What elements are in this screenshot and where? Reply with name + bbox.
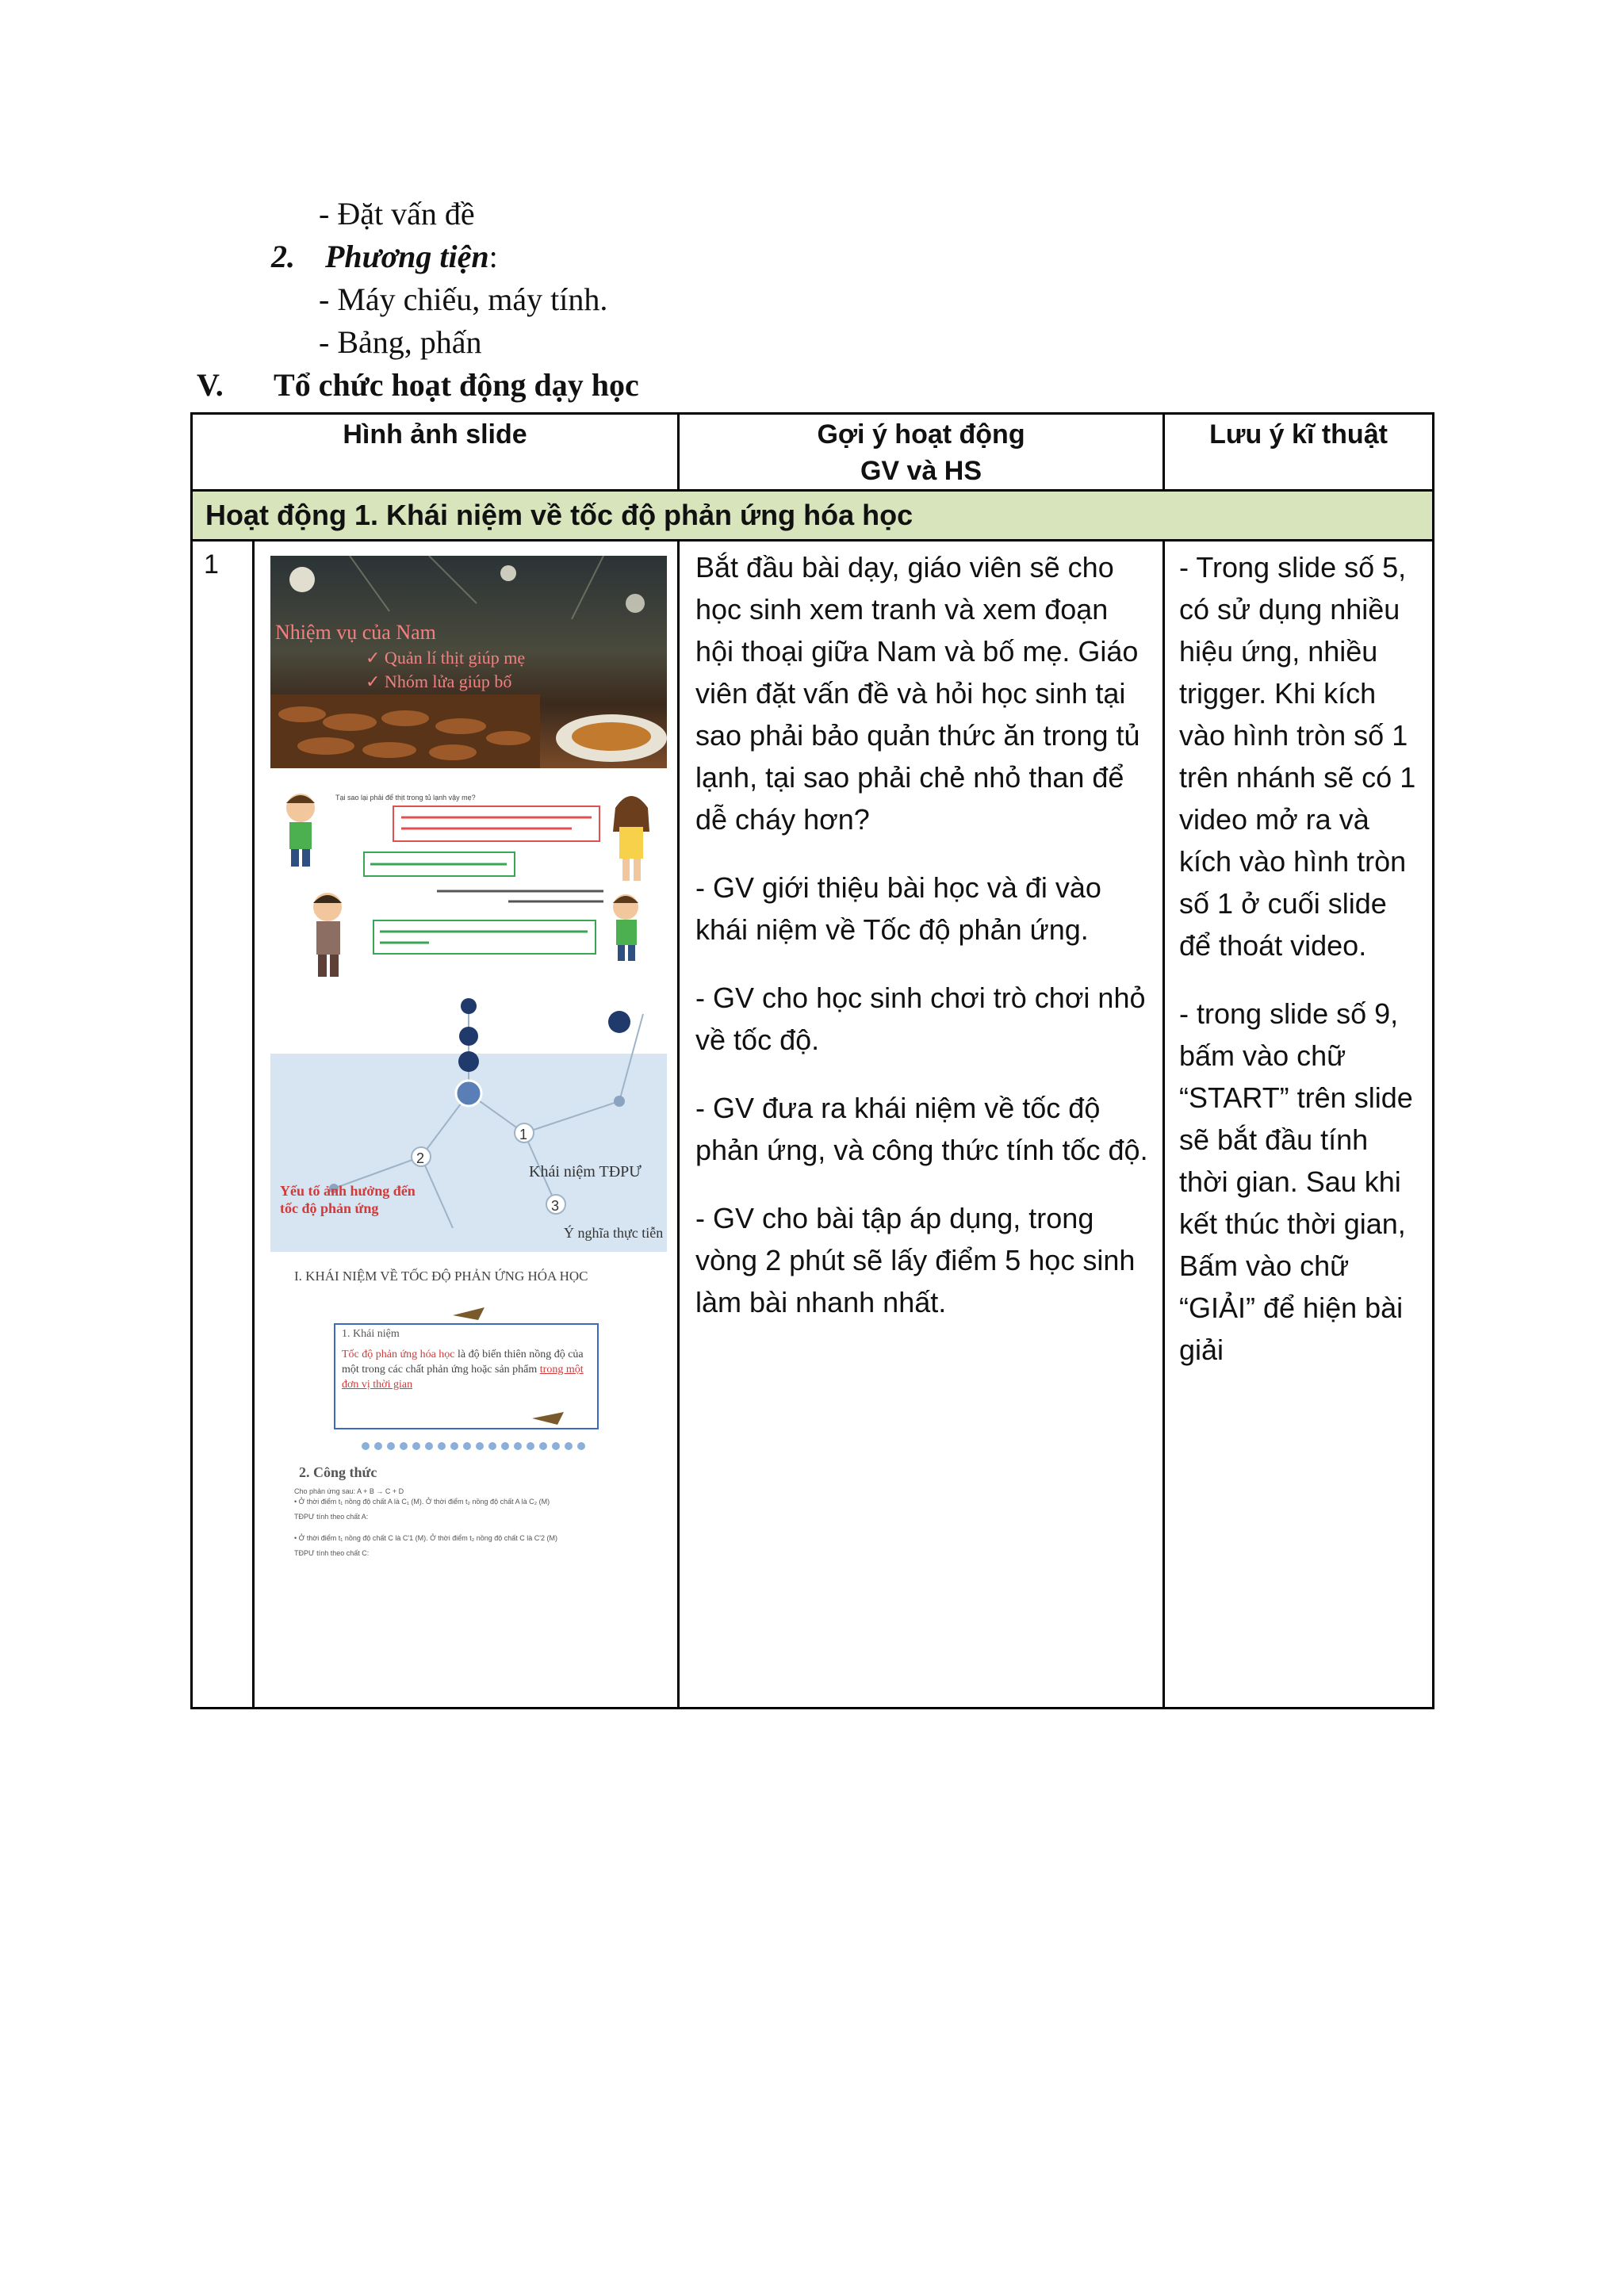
definition-tail: trong một đơn vị thời gian: [342, 1364, 584, 1391]
intro-item-2-colon: :: [488, 239, 498, 274]
section-title: Tổ chức hoạt động dạy học: [274, 367, 639, 403]
activity-paragraph-3: - GV cho học sinh chơi trò chơi nhỏ về tốc độ.: [695, 982, 1146, 1056]
slide-thumbnails: [255, 541, 677, 1707]
slide-thumbnail-2: [270, 776, 667, 990]
intro-line-equipment: - Máy chiếu, máy tính.: [319, 281, 608, 317]
slide-thumbnail-1: [270, 556, 667, 768]
concept-label-definition: Khái niệm TĐPƯ: [529, 1163, 642, 1181]
section-number: V.: [197, 367, 224, 403]
formula-heading: 2. Công thức: [299, 1464, 377, 1480]
header-activity-suggestions: [679, 414, 1164, 491]
activity-paragraph-4: - GV đưa ra khái niệm về tốc độ phản ứng, và công thức tính tốc độ.: [695, 1092, 1148, 1166]
formula-line-2: • Ở thời điểm t₁ nồng độ chất A là C₁ (M). Ở thời điểm t₂ nồng độ chất A là C₂ (M): [294, 1498, 550, 1506]
table-row: [192, 541, 1434, 1709]
formula-line-1: Cho phản ứng sau: A + B → C + D: [294, 1487, 404, 1495]
note-paragraph-2: - trong slide số 9, bấm vào chữ “START” trên slide sẽ bắt đầu tính thời gian. Sau khi kết thúc thời gian, Bấm vào chữ “GIẢI” để hiện bài giải: [1179, 997, 1413, 1366]
slide1-title: Nhiệm vụ của Nam: [275, 621, 436, 644]
activity-paragraph-5: - GV cho bài tập áp dụng, trong vòng 2 phút sẽ lấy điểm 5 học sinh làm bài nhanh nhất.: [695, 1202, 1136, 1318]
formula-line-3: TĐPƯ tính theo chất A:: [294, 1513, 369, 1521]
intro-line-problem: - Đặt vấn đề: [319, 196, 475, 232]
mother-figure-icon: [613, 796, 649, 881]
lesson-plan-table: [190, 412, 1434, 1709]
intro-item-2: [271, 238, 498, 276]
formula-block: [294, 1487, 643, 1559]
slide1-item1: ✓ Quản lí thịt giúp mẹ: [366, 648, 526, 668]
intro-item-2-number: 2.: [271, 239, 295, 274]
header-technical-notes: Lưu ý kĩ thuật: [1164, 414, 1434, 491]
formula-line-4: • Ở thời điểm t₁ nồng độ chất C là C'1 (M). Ở thời điểm t₂ nồng độ chất C là C'2 (M): [294, 1534, 557, 1542]
section-heading: [197, 366, 639, 404]
table-header-row: [192, 414, 1434, 491]
definition-red: Tốc độ phản ứng hóa học: [342, 1349, 455, 1360]
activity-cell: [679, 541, 1164, 1709]
header-slide-images: Hình ảnh slide: [192, 414, 679, 491]
header-activity-line2: GV và HS: [860, 456, 982, 486]
slide4-heading: I. KHÁI NIỆM VỀ TỐC ĐỘ PHẢN ỨNG HÓA HỌC: [294, 1269, 588, 1284]
svg-text:Tại sao lại phải để thịt trong: Tại sao lại phải để thịt trong tủ lạnh vậy mẹ?: [335, 794, 476, 802]
activity-paragraph-1: Bắt đầu bài dạy, giáo viên sẽ cho học sinh xem tranh và xem đoạn hội thoại giữa Nam và bố mẹ. Giáo viên đặt vấn đề và hỏi học sinh tại sao phải bảo quản thức ăn trong tủ lạnh, tại sao phải chẻ nhỏ than để dễ cháy hơn?: [695, 551, 1140, 836]
slide-thumbnail-3: [270, 990, 667, 1252]
concept-label-factors: Yếu tố ảnh hưởng đến tốc độ phản ứng: [280, 1183, 416, 1216]
row-number: 1: [192, 541, 254, 1709]
activity-section-row: [192, 491, 1434, 541]
boy-figure-2-icon: [613, 894, 638, 961]
intro-item-2-label: Phương tiện: [325, 239, 489, 274]
concept-node-3[interactable]: 3: [551, 1198, 560, 1214]
activity-section-label: Hoạt động 1. Khái niệm về tốc độ phản ứng hóa học: [192, 491, 1434, 541]
father-figure-icon: [313, 893, 342, 977]
concept-node-2[interactable]: 2: [416, 1150, 425, 1166]
boy-figure-icon: [286, 794, 315, 867]
slide-images-cell: [254, 541, 679, 1709]
formula-line-5: TĐPƯ tính theo chất C:: [294, 1549, 370, 1557]
concept-node-1[interactable]: 1: [519, 1127, 528, 1142]
header-activity-line1: Gợi ý hoạt động: [817, 419, 1025, 450]
activity-paragraph-2: - GV giới thiệu bài học và đi vào khái niệm về Tốc độ phản ứng.: [695, 871, 1101, 946]
slide-thumbnail-4: [270, 1260, 667, 1577]
definition-mid: là độ biến thiên nồng độ của một trong các chất phản ứng hoặc sản phẩm: [342, 1349, 584, 1376]
definition-box-title: 1. Khái niệm: [342, 1328, 400, 1340]
notes-cell: [1164, 541, 1434, 1709]
conversation-illustration: [270, 776, 667, 990]
concept-label-meaning: Ý nghĩa thực tiễn: [564, 1225, 664, 1241]
slide1-item2: ✓ Nhóm lửa giúp bố: [366, 672, 512, 691]
intro-line-board: - Bảng, phấn: [319, 324, 482, 360]
note-paragraph-1: - Trong slide số 5, có sử dụng nhiều hiệu ứng, nhiều trigger. Khi kích vào hình tròn số 1 trên nhánh sẽ có 1 video mở ra và kích vào hình tròn số 1 ở cuối slide để thoát video.: [1179, 551, 1416, 962]
